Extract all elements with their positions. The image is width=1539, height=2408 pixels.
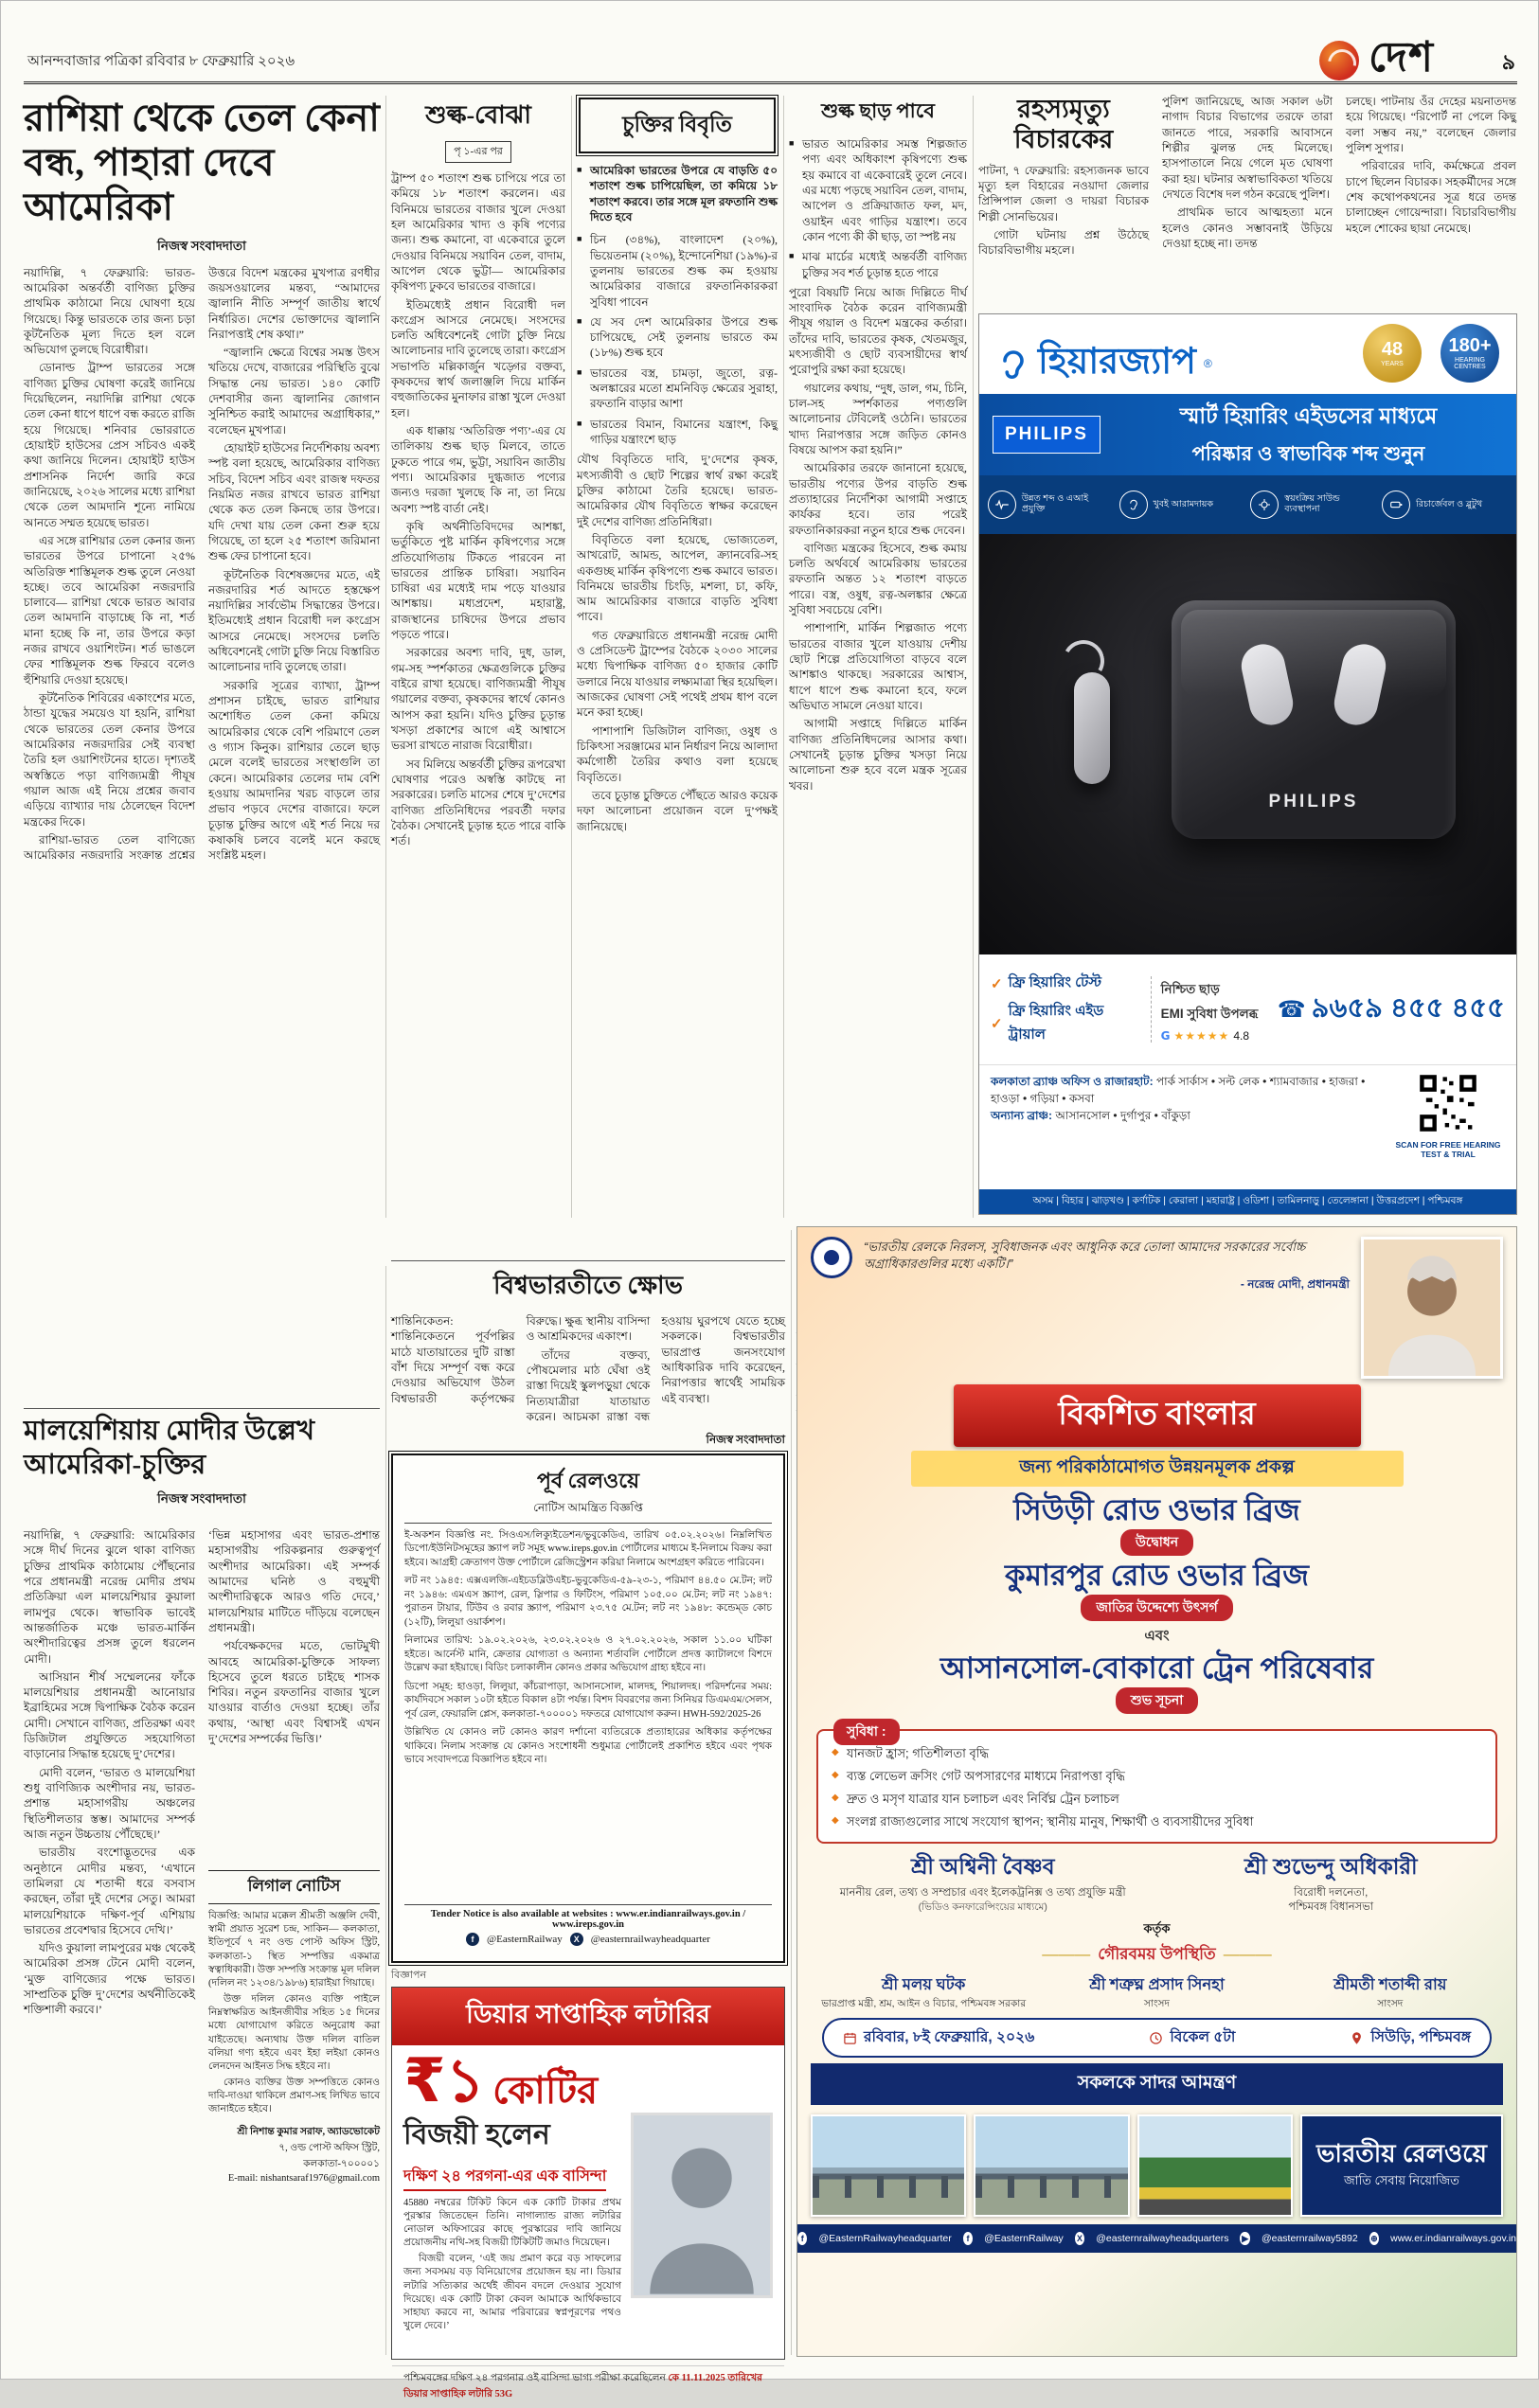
google-icon: G	[1160, 1029, 1171, 1043]
guest-name: শ্রী মলয় ঘটক	[882, 1976, 966, 1994]
benefits-title: সুবিধা :	[833, 1719, 900, 1745]
paragraph: তাঁদের বক্তব্য, পৌষমেলার মাঠ ঘেঁষা ওই রাস্তা দিয়েই স্কুলপড়ুয়া থেকে নিত্যযাত্রীরা যাতায়াত করেন। আচমকা রাস্তা বন্ধ হওয়ায় ঘুরপথে যেতে হচ্ছে সকলকে। বিশ্বভারতীর ভারপ্রাপ্ত জনসংযোগ আধিকারিক দাবি করেছেন, নিরাপত্তার স্বার্থেই সাময়িক এই ব্যবস্থা।	[526, 1314, 785, 1423]
paragraph: আগামী সপ্তাহে দিল্লিতে মার্কিন বাণিজ্য প্রতিনিধিদলের আসার কথা। সেখানেই চূড়ান্ত চুক্তির খসড়া নিয়ে আলোচনা শুরু হবে বলে মন্ত্রক সূত্রের খবর।	[789, 717, 967, 793]
vip-role: পশ্চিমবঙ্গ বিধানসভা	[1288, 1901, 1374, 1914]
project-title: কুমারপুর রোড ওভার ব্রিজ	[1005, 1559, 1309, 1593]
prize-amount	[403, 2046, 621, 2116]
vip-1	[823, 1849, 1143, 1917]
article-headline: রহস্যমৃত্যু বিচারকের	[1013, 95, 1114, 154]
tender-websites-line: Tender Notice is also available at websites : www.er.indianrailways.gov.in / www.ireps.gov.in	[404, 1904, 772, 1930]
paragraph: পাশাপাশি ডিজিটাল বাণিজ্য, ওষুধ ও চিকিৎসা সরঞ্জামের মান নির্ধারণ নিয়ে আলাদা কর্মগোষ্ঠী তৈরির কথাও বলা হয়েছে বিবৃতিতে।	[577, 723, 778, 784]
notice-social-row	[404, 1933, 772, 1946]
product-photo	[979, 534, 1516, 954]
offer-item	[991, 972, 1141, 995]
notice-body	[404, 1529, 772, 1904]
project-item-3	[797, 1652, 1516, 1714]
column-rule	[385, 96, 386, 1218]
advocate-name: শ্রী নিশান্ত কুমার সরাফ, অ্যাডভোকেট	[237, 2126, 380, 2137]
byline: নিজস্ব সংবাদদাতা	[706, 1433, 785, 1446]
offer-label: ফ্রি হিয়ারিং টেস্ট	[1008, 974, 1101, 990]
paragraph: চলছে। পাটনায় ওঁর দেহের ময়নাতদন্ত হয়ে গিয়েছে। “রিপোর্ট না পেলে কিছু বলা সম্ভব নয়,” বলেছেন জেলার পুলিশ সুপার।	[1346, 95, 1516, 154]
page-number: ৯	[1501, 50, 1515, 74]
feature-comfort	[1119, 491, 1245, 519]
ad-hearzap	[978, 313, 1517, 1215]
article-modi-malaysia	[24, 1414, 380, 2357]
vip-2	[1171, 1849, 1491, 1917]
amount-figure: ₹১	[403, 2046, 486, 2116]
paragraph: আসিয়ান শীর্ষ সম্মেলনের ফাঁকে মালয়েশিয়ার প্রধানমন্ত্রী আনোয়ার ইব্রাহিমের সঙ্গে দ্বিপাক্ষিক বৈঠক করেন মোদী। সেখানে বাণিজ্য, প্রতিরক্ষা এবং ডিজিটাল প্রযুক্তিতে সহযোগিতা বাড়ানোর সিদ্ধান্ত হয়েছে দু’দেশের।	[24, 1669, 195, 1761]
advertisement-label: বিজ্ঞাপন	[391, 1970, 427, 1981]
train-photo	[1137, 2114, 1293, 2217]
paragraph: ডিপো সমূহ: হাওড়া, লিলুয়া, কাঁচরাপাড়া, আসানসোল, মালদহ, শিয়ালদহ। পরিদর্শনের সময়: কার্যদিবসে সকাল ১০টা হইতে বিকাল ৪টা পর্যন্ত। বিশদ বিবরণের জন্য সিনিয়র ডিএমএম/সেলস, পূর্ব রেল, ফেয়ারলি প্লেস, কলকাতা-৭০০০০১ দফতরে যোগাযোগ করুন। HWH-592/2025-26	[404, 1681, 772, 1720]
bridge-photo-2	[974, 2114, 1129, 2217]
feature-row	[979, 475, 1516, 534]
event-place	[1350, 2025, 1471, 2050]
branch-list: পার্ক সার্কাস • সল্ট লেক • শ্যামবাজার • হাজরা • হাওড়া • গড়িয়া • কসবা	[991, 1075, 1366, 1105]
article-body	[391, 1313, 785, 1429]
phone-number	[1278, 987, 1505, 1033]
paragraph: বাণিজ্য মন্ত্রকের হিসেবে, শুল্ক কমায় চলতি অর্থবর্ষে আমেরিকায় ভারতের রফতানি অন্তত ১২ শতাংশ বাড়তে পারে। বস্ত্র, ওষুধ, রত্ন-অলঙ্কার ক্ষেত্রে সুবিধা সবচেয়ে বেশি।	[789, 541, 967, 617]
feature-label: রিচার্জেবল ও ব্লুটুথ	[1416, 498, 1483, 509]
social-handle: @easternrailwayheadquarters	[1096, 2233, 1229, 2245]
lottery-body	[403, 2197, 621, 2356]
bullet-item: ■ ভারতের বস্ত্র, চামড়া, জুতো, রত্ন-অলঙ্কারের মতো শ্রমনিবিড় ক্ষেত্রের সুরাহা, রফতানি বাড়ার আশা	[577, 366, 778, 412]
column-rule	[783, 96, 784, 1218]
branch-label: অন্যান্য ব্রাঞ্চ:	[991, 1109, 1052, 1122]
social-handle: @EasternRailwayheadquarter	[818, 2233, 952, 2245]
project-tag: শুভ সূচনা	[1116, 1687, 1199, 1714]
box-title-frame	[579, 98, 776, 153]
bridge-piers	[975, 2176, 1127, 2198]
paragraph: হোয়াইট হাউসের নির্দেশিকায় অবশ্য স্পষ্ট বলা হয়েছে, আমেরিকার বাণিজ্য সচিব, বিদেশ সচিব এবং রাজস্ব দফতর নিয়মিত নজর রাখবে ভারত রাশিয়া থেকে কত তেল কিনছে তার উপরে। যদি দেখা যায় তেল কেনা শুরু হয়ে গিয়েছে, তা হলে ২৫ শতাংশ জরিমানা শুল্ক ফের চাপানো হবে।	[208, 441, 380, 563]
project-tag: জাতির উদ্দেশ্যে উৎসর্গ	[1081, 1595, 1232, 1621]
article-oil-embargo	[24, 96, 380, 1406]
ad-headline	[1114, 399, 1503, 472]
ad-indian-railways	[796, 1226, 1517, 2357]
legal-notice-title: লিগাল নোটিস	[208, 1870, 380, 1904]
discount-offers	[1151, 976, 1268, 1043]
paragraph: ডোনাল্ড ট্রাম্প ভারতের সঙ্গে বাণিজ্য চুক্তির ঘোষণা করেই জানিয়ে দিয়েছিলেন, নয়াদিল্লি রাশিয়া থেকে তেল কেনা ধাপে ধাপে বন্ধ করতে রাজি হয়ে গিয়েছে। শনিবার ভোররাতে হোয়াইট হাউসের প্রেস সচিবও একই কথা জানিয়ে দিলেন। হোয়াইট হাউস প্রশাসনিক নির্দেশ জারি করে জানিয়েছে, ২০২৬ সালের মধ্যে রাশিয়া থেকে তেল আমদানি শূন্যে নামিয়ে আনতে সম্মত হয়েছে ভারত।	[24, 361, 195, 529]
brand-name: হিয়ারজ্যাপ	[1038, 342, 1196, 382]
bridge-piers	[813, 2176, 964, 2198]
badge-label: HEARING CENTRES	[1454, 357, 1486, 370]
phone-icon: ☎	[1277, 995, 1306, 1023]
x-icon: X	[570, 1933, 583, 1946]
website-url: www.er.indianrailways.gov.in	[1390, 2233, 1517, 2245]
lottery-title-band: ডিয়ার সাপ্তাহিক লটারির	[392, 1988, 784, 2045]
event-date	[843, 2025, 1034, 2050]
feature-ai	[988, 491, 1114, 519]
ear-icon	[1119, 491, 1148, 519]
bullet-item: ■ যে সব দেশ আমেরিকার উপরে শুল্ক চাপিয়েছে, সেই তুলনায় ভারতে কম (১৮%) শুল্ক হবে	[577, 314, 778, 361]
paragraph: ইতিমধ্যেই প্রধান বিরোধী দল কংগ্রেস আসরে নেমেছে। সংসদের চলতি অধিবেশনেই গোটা চুক্তি নিয়ে আলোচনার দাবি তুলেছে তারা। কংগ্রেস সভাপতি মল্লিকার্জুন খড়্গের বক্তব্য, কৃষকদের স্বার্থ জলাঞ্জলি দিয়ে মার্কিন বহুজাতিকের মুনাফার রাস্তা খুলে দেওয়া হল।	[391, 297, 565, 419]
centres-badge	[1441, 324, 1499, 383]
facebook-icon: f	[466, 1933, 479, 1946]
paragraph: ভারতীয় বংশোদ্ভূতদের এক অনুষ্ঠানে মোদীর মন্তব্য, ‘এখানে তামিলরা যে শতাব্দী ধরে বসবাস করছেন, তাঁরা দুই দেশের সেতু। আমরা মালয়েশিয়াকে দক্ষিণ-পূর্ব এশিয়ায় ভারতের প্রবেশদ্বার হিসেবে দেখি।’	[24, 1846, 195, 1936]
guest-role: সাংসদ	[1377, 1998, 1404, 2010]
campaign-subtitle: জন্য পরিকাঠামোগত উন্নয়নমূলক প্রকল্প	[911, 1451, 1404, 1487]
guest-1	[812, 1972, 1035, 2010]
bullet-item: ■ ভারতের বিমান, বিমানের যন্ত্রাংশ, কিছু গাড়ির যন্ত্রাংশে ছাড়	[577, 417, 778, 448]
branch-lines	[991, 1073, 1382, 1155]
paragraph: পর্যবেক্ষকদের মতে, ভোটমুখী আবহে আমেরিকা-চুক্তিকে সাফল্য হিসেবে তুলে ধরতে চাইছে শাসক শিবির। নতুন রফতানির বাজার খুলে যাওয়ার বার্তাও দেওয়া হচ্ছে। তাঁর কথায়, ‘আস্থা এবং বিশ্বাসই এখন দু’দেশের সম্পর্কের ভিত্তি।’	[208, 1639, 380, 1746]
social-handle: @EasternRailway	[487, 1934, 563, 1945]
guest-name: শ্রীমতী শতাব্দী রায়	[1333, 1976, 1447, 1994]
vip-role: বিরোধী দলনেতা,	[1294, 1887, 1369, 1900]
social-handle: @easternrailway5892	[1261, 2233, 1358, 2245]
paragraph: যৌথ বিবৃতিতে দাবি, দু’দেশের কৃষক, মৎস্যজীবী ও ছোট শিল্পের স্বার্থ রক্ষা করেই চুক্তির কাঠামো তৈরি হয়েছে। ভারত-আমেরিকার যৌথ বিবৃতিতে স্বাক্ষর করেছেন দুই দেশের বাণিজ্য প্রতিনিধিরা।	[577, 453, 778, 528]
offer-label: নিশ্চিত ছাড়	[1160, 982, 1220, 996]
globe-icon: ⊕	[1369, 2232, 1379, 2245]
paragraph: 45880 নম্বরের টিকিট কিনে এক কোটি টাকার প্রথম পুরস্কার জিতেছেন তিনি। নাগাল্যান্ড রাজ্য লটারির নোডাল অফিসারের কাছে পুরস্কারের দাবি জানিয়ে প্রয়োজনীয় নথি-সহ বিজয়ী টিকিটটি জমাও দিয়েছেন।	[403, 2197, 621, 2249]
continuation-chip: পৃ ১-এর পর	[445, 141, 511, 163]
paragraph: পরিবারের দাবি, কর্মক্ষেত্রে প্রবল চাপে ছিলেন বিচারক। সহকর্মীদের সঙ্গে শেষ কথোপকথনের সূত্র ধরে তদন্ত চালাচ্ছেন গোয়েন্দারা। বিচারবিভাগীয় মহলে শোকের ছায়া নেমেছে।	[1346, 159, 1516, 235]
article-tariff-burden	[391, 96, 565, 1258]
paragraph: গয়ালের কথায়, “দুধ, ডাল, গম, চিনি, চাল-সহ স্পর্শকাতর পণ্যগুলি আলোচনার টেবিলেই ওঠেনি। ভারতের খাদ্য নিরাপত্তার সঙ্গে জড়িত কোনও বিষয়ে আপস করা হয়নি।”	[789, 381, 967, 456]
project-item-2	[797, 1560, 1516, 1621]
benefit-item: ◆ সংলগ্ন রাজ্যগুলোর সাথে সংযোগ স্থাপন; স্থানীয় মানুষ, শিক্ষার্থী ও ব্যবসায়ীদের সুবিধা	[832, 1813, 1482, 1833]
indian-railways-emblem-icon	[811, 1237, 852, 1278]
badge-number: 180+	[1448, 335, 1492, 356]
hearing-aid-image	[1061, 638, 1121, 799]
bridge-photo-1	[811, 2114, 966, 2217]
bullet-list	[577, 232, 778, 447]
vip-name: শ্রী অশ্বিনী বৈষ্ণব	[910, 1854, 1055, 1880]
brand-title: ভারতীয় রেলওয়ে	[1316, 2138, 1487, 2167]
facebook-icon: f	[963, 2232, 973, 2245]
ad-headline-line1: স্মার্ট হিয়ারিং এইডসের মাধ্যমে	[1179, 402, 1438, 428]
draw-date-line: কে 11.11.2025 তারিখের ডিয়ার সাপ্তাহিক লটারি 53G	[403, 2372, 762, 2399]
paragraph: শান্তিনিকেতন: শান্তিনিকেতনে পূর্বপল্লির মাঠে যাতায়াতের দুটি রাস্তা বাঁশ দিয়ে সম্পূর্ণ বন্ধ করে দেওয়ার অভিযোগ উঠল বিশ্বভারতী কর্তৃপক্ষের বিরুদ্ধে। ক্ষুব্ধ স্থানীয় বাসিন্দা ও আশ্রমিকদের একাংশ।	[391, 1314, 651, 1405]
masthead	[24, 22, 1517, 84]
paragraph: যদিও কুয়ালা লামপুরের মঞ্চ থেকেই আমেরিকা প্রসঙ্গ টেনে মোদী বলেন, ‘মুক্ত বাণিজ্যের পক্ষে ভারত। সাম্প্রতিক চুক্তি দু’দেশের অর্থনীতিকেই শক্তিশালী করবে।’	[24, 1941, 195, 2017]
gracious-presence-title: ——— গৌরবময় উপস্থিতি ———	[797, 1942, 1516, 1969]
guest-row	[797, 1972, 1516, 2010]
ear-icon	[996, 347, 1030, 381]
guest-role: সাংসদ	[1144, 1998, 1170, 2010]
benefit-item: ◆ ব্যস্ত লেভেল ক্রসিং গেট অপসারণের মাধ্যমে নিরাপত্তা বৃদ্ধি	[832, 1768, 1482, 1788]
branch-label: কলকাতা ব্র্যাঞ্চ অফিস ও রাজারহাট:	[991, 1075, 1154, 1088]
article-judge-death	[978, 94, 1517, 300]
advocate-address: ৭, ওল্ড পোস্ট অফিস স্ট্রিট, কলকাতা-৭০০০০১	[278, 2142, 380, 2169]
ad-dear-lottery	[391, 1967, 785, 2399]
branch-list: আসানসোল • দুর্গাপুর • বাঁকুড়া	[1055, 1109, 1190, 1122]
paragraph: উল্লিখিত যে কোনও লট কোনও কারণ দর্শানো ব্যতিরেকে প্রত্যাহারের অধিকার কর্তৃপক্ষের থাকিবে। নিলাম সংক্রান্ত যে কোনও সংশোধনী শুধুমাত্র পোর্টালেই প্রকাশিত হইবে এবং পৃথক ভাবে সংবাদপত্রে বিজ্ঞাপিত হইবে না।	[404, 1727, 772, 1766]
vip-name: শ্রী শুভেন্দু অধিকারী	[1244, 1854, 1418, 1880]
place-text: সিউড়ি, পশ্চিমবঙ্গ	[1370, 2029, 1471, 2046]
paragraph: মোদী বলেন, ‘ভারত ও মালয়েশিয়া শুধু বাণিজ্যিক অংশীদার নয়, ভারত-প্রশান্ত মহাসাগরীয় অঞ্চলের স্থিতিশীলতার স্তম্ভ। আমাদের সম্পর্ক আজ নতুন উচ্চতায় পৌঁছেছে।’	[24, 1765, 195, 1841]
legal-notice	[208, 1870, 380, 2357]
article-headline: রাশিয়া থেকে তেল কেনা বন্ধ, পাহারা দেবে আমেরিকা	[24, 97, 380, 229]
clock-icon	[1149, 2031, 1163, 2045]
byline: নিজস্ব সংবাদদাতা	[157, 238, 246, 253]
pm-portrait-placeholder	[1364, 1240, 1500, 1376]
paragraph: পাশাপাশি, মার্কিন শিল্পজাত পণ্যে ভারতের বাজার খুলে যাওয়ায় দেশীয় ছোট শিল্পে প্রতিযোগিতা বাড়বে বলে আশঙ্কাও থাকছে। সরকারের আশ্বাস, ধাপে ধাপে শুল্ক কমানো হবে, ফলে অভিঘাত সামলে নেওয়া যাবে।	[789, 621, 967, 712]
badge-label: YEARS	[1381, 360, 1404, 367]
vip-note: (ভিডিও কনফারেন্সিংয়ের মাধ্যমে)	[918, 1901, 1047, 1914]
rating-value: 4.8	[1233, 1029, 1249, 1043]
paragraph: এক ধাক্কায় ‘অতিরিক্ত পণ্য’-এর যে তালিকায় শুল্ক ছাড় মিলবে, তাতে ঢুকতে পারে গম, ভুট্টা, সয়াবিন জাতীয় পণ্য। আমেরিকার দুগ্ধজাত পণ্যের জন্যও দরজা খুলছে কি না, তা নিয়ে অবশ্য স্পষ্ট বার্তা নেই।	[391, 424, 565, 515]
paragraph: সরকারের অবশ্য দাবি, দুধ, ডাল, গম-সহ স্পর্শকাতর ক্ষেত্রগুলিকে চুক্তির বাইরে রাখা হয়েছে। বাণিজ্যমন্ত্রী পীযূষ গয়ালের বক্তব্য, কৃষকদের স্বার্থে কোনও আপস করা হয়নি। যদিও চুক্তির চূড়ান্ত খসড়া প্রকাশের আগে এই আশ্বাসে ভরসা রাখতে নারাজ বিরোধীরা।	[391, 646, 565, 753]
qr-block	[1391, 1073, 1505, 1160]
paragraph: পুরো বিষয়টি নিয়ে আজ দিল্লিতে দীর্ঘ সাংবাদিক বৈঠক করেন বাণিজ্যমন্ত্রী পীযূষ গয়াল ও বিদেশ মন্ত্রকের কর্তারা। তাঁদের দাবি, ভারতের কৃষক, খেতমজুর, মৎস্যজীবী ও ছোট ব্যবসায়ীদের স্বার্থ পুরোপুরি রক্ষা করা হয়েছে।	[789, 285, 967, 377]
article-column-3	[1346, 94, 1516, 300]
amount-word: কোটির	[492, 2069, 599, 2112]
vip-role: মাননীয় রেল, তথ্য ও সম্প্রচার এবং ইলেকট্রনিক্স ও তথ্য প্রযুক্তি মন্ত্রী	[839, 1887, 1126, 1900]
check-icon: ✓	[991, 975, 1003, 992]
calendar-icon	[843, 2031, 857, 2045]
legal-notice-body	[208, 1910, 380, 2117]
benefit-item: ◆ দ্রুত ও মসৃণ যাত্রার যান চলাচল এবং নির্বিঘ্ন ট্রেন চলাচল	[832, 1791, 1482, 1810]
section-logo-icon	[1319, 41, 1359, 80]
notice-eastern-railway	[391, 1454, 785, 1963]
column-rule	[791, 1230, 792, 2355]
column-rule	[571, 96, 572, 1218]
box-tariff-relief	[789, 96, 967, 1221]
article-headline: শুল্ক-বোঝা	[425, 101, 531, 129]
star-rating-icon: ★★★★★	[1173, 1029, 1230, 1043]
philips-logo: PHILIPS	[993, 416, 1101, 454]
battery-icon	[1382, 491, 1410, 519]
guest-role: ভারপ্রাপ্ত মন্ত্রী, শ্রম, আইন ও বিচার, পশ্চিমবঙ্গ সরকার	[821, 1998, 1027, 2010]
youtube-icon: ▶	[1240, 2232, 1249, 2245]
byline: নিজস্ব সংবাদদাতা	[157, 1490, 246, 1506]
ad-headline-line2: পরিষ্কার ও স্বাভাবিক শব্দ শুনুন	[1191, 442, 1425, 465]
guest-3	[1279, 1972, 1502, 2010]
lead-item: ■ আমেরিকা ভারতের উপরে যে বাড়তি ৫০ শতাংশ শুল্ক চাপিয়েছিল, তা কমিয়ে ১৮ শতাংশ করবে। তার সঙ্গে মূল রফতানি শুল্ক দিতে হবে	[577, 163, 778, 224]
guest-2	[1045, 1972, 1268, 2010]
project-tag: উদ্বোধন	[1120, 1529, 1193, 1556]
paragraph: নয়াদিল্লি, ৭ ফেব্রুয়ারি: আমেরিকার সঙ্গে দীর্ঘ দিনের ঝুলে থাকা বাণিজ্য চুক্তির প্রাথমিক কাঠামোয় পৌঁছনোর পরে প্রধানমন্ত্রী নরেন্দ্র মোদীর প্রথম প্রতিক্রিয়া এল মালয়েশিয়ার কুয়ালা লামপুর থেকে। স্বাভাবিক ভাবেই আন্তর্জাতিক মঞ্চে ভারত-মার্কিন অংশীদারিত্বের প্রসঙ্গ তুলে ধরলেন মোদী।	[24, 1528, 195, 1666]
check-icon: ✓	[991, 1016, 1003, 1032]
gear-icon	[1250, 491, 1279, 519]
continued-from	[391, 141, 565, 163]
column-text	[978, 163, 1149, 259]
qr-caption: SCAN FOR FREE HEARING TEST & TRIAL	[1395, 1140, 1501, 1160]
paragraph: এর সঙ্গে রাশিয়ার তেল কেনার জন্য ভারতের উপরে চাপানো ২৫% অতিরিক্ত শাস্তিমূলক শুল্ক তুলে নেওয়া হচ্ছে। তবে আমেরিকা নজরদারি চালাবে— রাশিয়া থেকে ভারত আবার তেল আমদানি বাড়াচ্ছে কি না, শর্ত মানা হচ্ছে কি না, তার উপরে কড়া নজর রাখবে ওয়াশিংটন। শর্ত ভাঙলে ফের শাস্তিমূলক শুল্ক ফিরবে বলেও হুঁশিয়ারি দেওয়া হয়েছে।	[24, 533, 195, 687]
indian-railways-brand-box	[1300, 2114, 1503, 2217]
branch-info	[979, 1064, 1516, 1163]
years-badge	[1363, 324, 1422, 383]
paragraph: নয়াদিল্লি, ৭ ফেব্রুয়ারি: ভারত-আমেরিকা অন্তর্বর্তী বাণিজ্য চুক্তির প্রাথমিক কাঠামো নিয়ে ঘোষণা হয়ে গিয়েছে। কিন্তু ভারতকে তার জন্য চড়া কূটনৈতিক মূল্য দিতে হল বলে অভিযোগ তুলছে বিরোধীরা।	[24, 265, 195, 357]
paragraph: লট নং ১৯৪৫: এক্সএলজি-এইচডব্লিউএইচ-ভুবুকেডিএ-৫৯-২৩-১, পরিমাণ ৪৪.৫০ মে.টন; লট নং ১৯৪৬: এমএস স্ক্র্যাপ, রেল, স্লিপার ও ফিটিংস, পরিমাণ ১০৫.০০ মে.টন; লট নং ১৯৪৭: পুরাতন টায়ার, টিউব ও রবার স্ক্র্যাপ, পরিমাণ ২৩.৭৫ মে.টন; লট নং ১৯৪৮: কন্ডেম্ড কোচ (১২টি), লিলুয়া ওয়ার্কশপ।	[404, 1576, 772, 1628]
branch-line	[991, 1107, 1382, 1124]
philips-case-logo: PHILIPS	[1268, 792, 1359, 812]
section-header	[1319, 26, 1434, 95]
free-offers	[991, 967, 1141, 1052]
column-rule	[385, 1266, 386, 2355]
edition-info: আনন্দবাজার পত্রিকা রবিবার ৮ ফেব্রুয়ারি ২০২৬	[27, 54, 295, 69]
box-title: শুল্ক ছাড় পাবে	[821, 99, 935, 122]
winner-line: বিজয়ী হলেন	[403, 2118, 550, 2150]
offer-row	[979, 954, 1516, 1064]
paragraph: “জ্বালানি ক্ষেত্রে বিশ্বের সমস্ত উৎস খতিয়ে দেখে, বাজারের পরিস্থিতি বুঝে সিদ্ধান্ত নেয় ভারত। ১৪০ কোটি দেশবাসীর জন্য জ্বালানির জোগান সুনিশ্চিত করাই আমাদের অগ্রাধিকার,” বলেছেন মুখপাত্র।	[208, 346, 380, 437]
conjunction: এবং	[1144, 1628, 1170, 1645]
project-title: সিউড়ী রোড ওভার ব্রিজ	[1013, 1493, 1300, 1526]
hearing-aid-body	[1074, 672, 1110, 784]
advocate-email: E-mail: nishantsaraf1976@gmail.com	[227, 2172, 380, 2184]
paragraph: কূটনৈতিক বিশেষজ্ঞদের মতে, এই নজরদারির শর্ত আদতে হস্তক্ষেপ নয়াদিল্লির সার্বভৌম সিদ্ধান্তের উপরে। ইতিমধ্যেই প্রধান বিরোধী দল কংগ্রেস আসরে নেমেছে। সংসদের চলতি অধিবেশনেই গোটা চুক্তি নিয়ে বিস্তারিত আলোচনার দাবি তুলেছে তারা।	[208, 567, 380, 674]
earbud-right	[1331, 640, 1390, 729]
paragraph: পুলিশ জানিয়েছে, আজ সকাল ৬টা নাগাদ বিচার বিভাগের তরফে তারা জানতে পারে, সরকারি আবাসনে শিল্পীর ঝুলন্ত দেহ মিলেছে। হাসপাতালে নিয়ে গেলে মৃত ঘোষণা করা হয়। ঘটনার অস্বাভাবিকতা খতিয়ে দেখতে বিশেষ দল গঠন করেছে পুলিশ।	[1162, 95, 1333, 201]
article-visva-bharati	[391, 1266, 785, 1448]
feature-label: স্বয়ংক্রিয় সাউন্ড ব্যবস্থাপনা	[1284, 493, 1340, 514]
notice-subtitle: নোটিস আমন্ত্রিত বিজ্ঞপ্তি	[404, 1500, 772, 1524]
social-handle: @EasternRailway	[984, 2233, 1064, 2245]
pm-photo	[1361, 1237, 1503, 1379]
section-divider	[391, 1260, 785, 1261]
lottery-footer	[392, 2365, 784, 2408]
article-column-2	[208, 1527, 380, 1861]
facebook-icon: f	[797, 2232, 807, 2245]
paragraph: আমেরিকার তরফে জানানো হয়েছে, ভারতীয় পণ্যের উপর বাড়তি শুল্ক প্রত্যাহারের নির্দেশিকা আগামী সপ্তাহে কার্যকর হবে। তার পরেই রফতানিকারকরা নতুন হারে শুল্ক দেবেন।	[789, 461, 967, 537]
branch-line	[991, 1073, 1382, 1107]
article-body	[24, 265, 380, 1354]
paragraph: বিজ্ঞপ্তি: আমার মক্কেল শ্রীমতী অঞ্জলি দেবী, স্বামী প্রয়াত সুরেশ চন্দ্র, সাকিন— কলকাতা, ইতিপূর্বে ৭ নং ওল্ড পোস্ট অফিস স্ট্রিট, কলকাতা-১ স্থিত সম্পত্তির একমাত্র স্বত্বাধিকারী। উক্ত সম্পত্তি সংক্রান্ত মূল দলিল (দলিল নং ১২৩৪/১৯৮৬) হারাইয়া গিয়াছে।	[208, 1911, 380, 1989]
bullet-item: ■ চিন (৩৪%), বাংলাদেশ (২০%), ভিয়েতনাম (২০%), ইন্দোনেশিয়া (১৯%)-র তুলনায় ভারতের শুল্ক কম হওয়ায় আমেরিকার বাজারে রফতানিকারকরা সুবিধা পাবেন	[577, 232, 778, 310]
paragraph: গত ফেব্রুয়ারিতে প্রধানমন্ত্রী নরেন্দ্র মোদী ও প্রেসিডেন্ট ট্রাম্পের বৈঠকে ২০৩০ সালের মধ্যে দ্বিপাক্ষিক বাণিজ্য ৫০ হাজার কোটি ডলারে নিয়ে যাওয়ার লক্ষ্যমাত্রা স্থির হয়েছিল। আজকের ঘোষণা সেই পথেই প্রথম ধাপ বলে মনে করা হচ্ছে।	[577, 628, 778, 720]
feature-label: উন্নত শব্দ ও এআই প্রযুক্তি	[1021, 493, 1089, 514]
offer-label: EMI সুবিধা উপলব্ধ	[1160, 1007, 1259, 1021]
hearzap-banner	[979, 394, 1516, 475]
bullet-item: ■ ভারত আমেরিকার সমস্ত শিল্পজাত পণ্য এবং অধিকাংশ কৃষিপণ্যে শুল্ক হয় কমাবে বা একেবারেই তুলে নেবে। এর মধ্যে পড়ছে সয়াবিন তেল, বাদাম, আপেল ও প্রক্রিয়াজাত ফল, মদ, ওয়াইন এবং গাড়ির যন্ত্রাংশ। তবে কোন পণ্যে কী কী ছাড়, তা স্পষ্ট নয়	[789, 136, 967, 244]
paragraph: তবে চূড়ান্ত চুক্তিতে পৌঁছতে আরও কয়েক দফা আলোচনা প্রয়োজন বলে দু’পক্ষই জানিয়েছে।	[577, 788, 778, 833]
time-text: বিকেল ৫টা	[1170, 2029, 1236, 2046]
paragraph: উক্ত দলিল কোনও ব্যক্তি পাইলে নিম্নস্বাক্ষরিত আইনজীবীর সহিত ১৫ দিনের মধ্যে যোগাযোগ করিতে অনুরোধ করা যাইতেছে। অন্যথায় উক্ত দলিল বাতিল বলিয়া গণ্য হইবে এবং ইহা লইয়া কোনও লেনদেন আইনত সিদ্ধ হইবে না।	[208, 1994, 380, 2072]
article-body	[577, 452, 778, 834]
date-text: রবিবার, ৮ই ফেব্রুয়ারি, ২০২৬	[864, 2029, 1035, 2046]
paragraph: ‘ভিন্ন মহাসাগর এবং ভারত-প্রশান্ত মহাসাগরীয় পরিকল্পনার গুরুত্বপূর্ণ অংশীদার আমেরিকা। এই সম্পর্ক আমাদের ঘনিষ্ঠ ও বহুমুখী অংশীদারিত্বকে আরও গতি দেবে,’ মালয়েশিয়ার মাটিতে দাঁড়িয়ে বলেছেন প্রধানমন্ত্রী।	[208, 1528, 380, 1634]
footer-note: পশ্চিমবঙ্গের দক্ষিণ ২৪ পরগনার ওই বাসিন্দা ভাগ্য পরীক্ষা করেছিলেন	[403, 2372, 666, 2383]
column-rule	[973, 96, 974, 1218]
benefits-list	[832, 1745, 1482, 1833]
pm-quote-block	[864, 1237, 1350, 1295]
paragraph: কূটনৈতিক শিবিরের একাংশের মতে, ঠান্ডা যুদ্ধের সময়েও যা হয়নি, রাশিয়া থেকে ভারতের তেল কেনার উপরে আমেরিকার নজরদারির সেই ব্যবস্থা তৈরি হল ওয়াশিংটনের হাতে। দৃশ্যতই অস্বস্তিতে পড়া বাণিজ্যমন্ত্রী পীযূষ গয়াল আজ এই নিয়ে প্রশ্নের জবাব এড়িয়ে ব্যাখ্যার দায় ঠেলেছেন বিদেশ মন্ত্রকের দিকে।	[24, 691, 195, 829]
notice-title: পূর্ব রেলওয়ে	[536, 1469, 640, 1492]
section-divider	[24, 1408, 380, 1409]
project-title: আসানসোল-বোকারো ট্রেন পরিষেবার	[940, 1651, 1374, 1686]
box-title: চুক্তির বিবৃতি	[622, 113, 732, 136]
section-title: দেশ	[1368, 34, 1434, 80]
feature-label: খুবই আরামদায়ক	[1153, 498, 1213, 509]
paragraph: বিজয়ী বলেন, ‘এই জয় প্রমাণ করে বড় সাফল্যের জন্য সবসময় বড় বিনিয়োগের প্রয়োজন হয় না। ডিয়ার লটারি সত্যিকার অর্থেই জীবন বদলে দেওয়ার সুযোগ দিয়েছে। এক কোটি টাকা কেবল আমাকে আর্থিকভাবে সাহায্য করবে না, আমার পরিবারের স্বপ্নপূরণের পথও খুলে দেবে।’	[403, 2254, 621, 2332]
event-datebar	[822, 2018, 1492, 2058]
registered-mark: ®	[1203, 357, 1212, 370]
brand-subtitle: জাতি সেবায় নিয়োজিত	[1344, 2172, 1459, 2187]
lottery-text-block	[403, 2046, 621, 2356]
lottery-content	[392, 2045, 784, 2365]
lottery-ad-box	[391, 1987, 785, 2399]
paragraph: পাটনা, ৭ ফেব্রুয়ারি: রহস্যজনক ভাবে মৃত্যু হল বিহারের নওয়াদা জেলার প্রিন্সিপাল জেলা ও দায়রা বিচারক শিল্পী সোনভিয়ের।	[978, 163, 1149, 223]
hearzap-header	[979, 314, 1516, 394]
article-body	[391, 170, 565, 1231]
phone-digits: ৯৬৫৯ ৪৫৫ ৪৫৫	[1311, 992, 1505, 1024]
guest-name: শ্রী শত্রুঘ্ন প্রসাদ সিনহা	[1089, 1976, 1225, 1994]
x-icon: X	[1075, 2232, 1084, 2245]
google-rating	[1161, 1029, 1268, 1043]
paragraph: সব মিলিয়ে অন্তর্বর্তী চুক্তির রূপরেখা ঘোষণার পরেও অস্বস্তি কাটছে না সরকারের। চলতি মাসের শেষে দু’দেশের বাণিজ্য প্রতিনিধিদের পরবর্তী দফার বৈঠক। সেখানেই চূড়ান্ত হতে পারে বাকি শর্ত।	[391, 757, 565, 848]
social-handle: @easternrailwayheadquarter	[590, 1934, 710, 1945]
article-column-1	[978, 94, 1149, 300]
article-headline: বিশ্বভারতীতে ক্ষোভ	[493, 1272, 683, 1299]
location-pin-icon	[1350, 2031, 1364, 2045]
winner-location: দক্ষিণ ২৪ পরগনা-এর এক বাসিন্দা	[403, 2164, 606, 2191]
regions-strip: অসম | বিহার | ঝাড়খণ্ড | কর্ণাটক | কেরালা | মহারাষ্ট্র | ওডিশা | তামিলনাড়ু | তেলেঙ্গানা | উত্তরপ্রদেশ | পশ্চিমবঙ্গ	[979, 1189, 1516, 1214]
article-headline: মালয়েশিয়ায় মোদীর উল্লেখ আমেরিকা-চুক্তির	[24, 1416, 315, 1481]
earbud-left	[1238, 640, 1297, 729]
bullet-item: ■ মাঝ মার্চের মধ্যেই অন্তর্বর্তী বাণিজ্য চুক্তির সব শর্ত চূড়ান্ত হতে পারে	[789, 249, 967, 280]
feature-auto	[1250, 491, 1376, 519]
paragraph: কোনও ব্যক্তির উক্ত সম্পত্তিতে কোনও দাবি-দাওয়া থাকিলে প্রমাণ-সহ লিখিত ভাবে জানাইতে হইবে।	[208, 2078, 380, 2115]
campaign-ribbon: বিকশিত বাংলার	[954, 1384, 1361, 1447]
media-row	[797, 2107, 1516, 2222]
charging-case-image	[1172, 600, 1456, 839]
article-column-1	[24, 1527, 195, 2357]
soundwave-icon	[988, 491, 1016, 519]
paragraph: কৃষি অর্থনীতিবিদদের আশঙ্কা, ভর্তুকিতে পুষ্ট মার্কিন কৃষিপণ্যের সঙ্গে প্রতিযোগিতায় টিকতে পারবেন না ভারতের প্রান্তিক চাষিরা। সয়াবিন চাষিরা এর মধ্যেই দাম পড়ে যাওয়ার আশঙ্কায়। মধ্যপ্রদেশ, মহারাষ্ট্র, রাজস্থানের চাষিদের উপরে প্রভাব পড়তে পারে।	[391, 519, 565, 642]
paragraph: নিলামের তারিখ: ১৯.০২.২০২৬, ২৩.০২.২০২৬ ও ২৭.০২.২০২৬, সকাল ১১.০০ ঘটিকা হইতে। আর্নেস্ট মানি, ক্রেতার যোগ্যতা ও অন্যান্য শর্তাবলি পোর্টালে প্রদত্ত ক্যাটালগে বিশদে উল্লেখ করা হইয়াছে। বিডিং চলাকালীন কোনও প্রকার অভিযোগ গ্রাহ্য হইবে না।	[404, 1635, 772, 1674]
offer-label: ফ্রি হিয়ারিং এইড ট্রায়াল	[1008, 1003, 1104, 1043]
offer-item	[991, 1000, 1141, 1047]
railad-top	[797, 1227, 1516, 1382]
paragraph: রাশিয়া-ভারত তেল বাণিজ্যে আমেরিকার নজরদারি সংক্রান্ত প্রশ্নের উত্তরে বিদেশ মন্ত্রকের মুখপাত্র রণধীর জয়সওয়ালের মন্তব্য, “আমাদের জ্বালানি নীতি সম্পূর্ণ জাতীয় স্বার্থে নির্ধারিত। দেশের ভোক্তাদের জ্বালানি নিরাপত্তাই শেষ কথা।”	[24, 265, 380, 863]
benefits-box	[816, 1723, 1497, 1844]
invitation-band: সকলকে সাদর আমন্ত্রণ	[811, 2063, 1503, 2105]
paragraph: ট্রাম্প ৫০ শতাংশ শুল্ক চাপিয়ে পরে তা কমিয়ে ১৮ শতাংশ করলেন। এর বিনিময়ে ভারতের বাজার খুলে দেওয়া হল আমেরিকার খাদ্য ও কৃষি পণ্যের জন্য। শুল্ক কমানো, বা একেবারে তুলে দেওয়ার বিনিময়ে সয়াবিন তেল, বাদাম, আপেল থেকে ভুট্টা— আমেরিকার কৃষিপণ্য ঢুকবে ভারতের বাজারে।	[391, 171, 565, 294]
bullet-list	[789, 136, 967, 280]
chief-guests	[797, 1849, 1516, 1917]
paragraph: ই-অকশন বিজ্ঞপ্তি নং. সিওএস/লিক্যুইডেশন/ভুবুকেডিএ, তারিখ ০৫.০২.২০২৬। নিম্নলিখিত ডিপো/ইউনিটসমূহের স্ক্র্যাপ লট সমূহ www.ireps.gov.in পোর্টালের মাধ্যমে ই-নিলামে বিক্রয় করা হইবে। আগ্রহী ক্রেতাগণ উক্ত পোর্টালে রেজিস্ট্রেশন করিয়া নিলামে অংশগ্রহণ করিতে পারিবেন।	[404, 1530, 772, 1568]
winner-photo	[631, 2113, 773, 2298]
pm-quote-attribution: - নরেন্দ্র মোদী, প্রধানমন্ত্রী	[1240, 1277, 1350, 1292]
hearzap-logo	[996, 333, 1212, 394]
badge-number: 48	[1381, 338, 1404, 360]
project-item-1	[797, 1494, 1516, 1556]
article-column-2	[1162, 94, 1333, 300]
qr-code-icon	[1418, 1073, 1478, 1133]
event-time	[1149, 2025, 1235, 2050]
winner-portrait-placeholder	[634, 2115, 770, 2295]
paragraph: বিবৃতিতে বলা হয়েছে, ভোজ্যতেল, আখরোট, আমন্ড, আপেল, ক্র্যানবেরি-সহ একগুচ্ছ মার্কিন কৃষিপণ্যে শুল্ক কমাবে ভারত। বিনিময়ে ভারতীয় চিংড়ি, মশলা, চা, কফি, আম আমেরিকার বাজারে বাড়তি সুবিধা পাবে।	[577, 532, 778, 624]
benefit-item: ◆ যানজট হ্রাস; গতিশীলতা বৃদ্ধি	[832, 1745, 1482, 1765]
article-body	[789, 285, 967, 794]
pm-quote: “ভারতীয় রেলকে নিরলস, সুবিধাজনক এবং আধুনিক করে তোলা আমাদের সরকারের সর্বোচ্চ অগ্রাধিকারগুলির মধ্যে একটি।”	[864, 1240, 1306, 1272]
paragraph: সরকারি সূত্রের ব্যাখ্যা, ট্রাম্প প্রশাসন চাইছে, ভারত রাশিয়ার অশোধিত তেল কেনা কমিয়ে আমেরিকার থেকে বেশি পরিমাণে তেল ও গ্যাস কিনুক। রাশিয়ার তেলে ছাড় মেলে বলেই ভারতের সংস্থাগুলি তা কেনে। আমেরিকার তেলের দাম বেশি হওয়ায় আমদানির খরচ বাড়লে তার প্রভাব পড়বে দেশের বাজারে। ফলে চূড়ান্ত চুক্তির আগে এই শর্ত নিয়ে দর কষাকষি চলবে বলেই মনে করছে সংশ্লিষ্ট মহল।	[208, 678, 380, 863]
box-treaty-statement	[577, 96, 778, 1258]
social-strip	[797, 2224, 1516, 2253]
by-label: কর্তৃক	[1143, 1921, 1171, 1936]
legal-signature	[208, 2125, 380, 2184]
paragraph: প্রাথমিক ভাবে আত্মহত্যা মনে হলেও কোনও সম্ভাবনাই উড়িয়ে দেওয়া হচ্ছে না। তদন্ত	[1162, 205, 1333, 250]
feature-battery	[1382, 491, 1508, 519]
paragraph: গোটা ঘটনায় প্রশ্ন উঠেছে বিচারবিভাগীয় মহলে।	[978, 228, 1149, 258]
